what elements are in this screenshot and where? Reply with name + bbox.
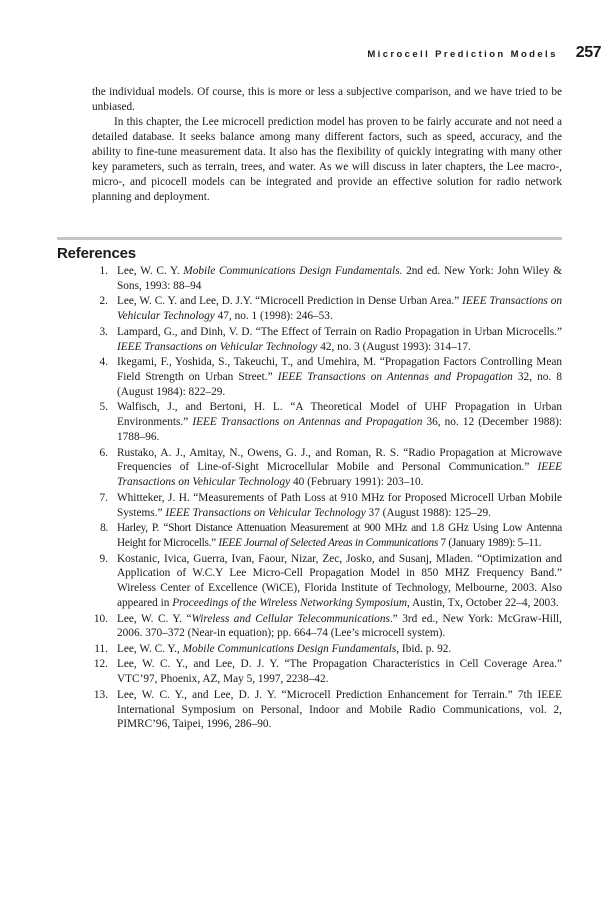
reference-text: Lee, W. C. Y., and Lee, D. J. Y. “The Propagation Characteristics in Cell Coverage Area.” VTC’97, Phoenix, AZ, May 5, 1997, 2238–42. — [117, 658, 562, 686]
reference-text: Whitteker, J. H. “Measurements of Path Loss at 910 MHz for Proposed Microcell Urban Mobile Systems.” — [117, 491, 562, 519]
page-number: 257 — [575, 44, 601, 61]
reference-number: 4. — [99, 356, 108, 369]
reference-title: IEEE Transactions on Vehicular Technology — [117, 340, 318, 353]
reference-number: 3. — [99, 325, 108, 338]
reference-text: Lee, W. C. Y. — [117, 265, 184, 277]
body-text — [92, 85, 562, 205]
reference-details: 47, no. 1 (1998): 246–53. — [214, 310, 333, 323]
reference-item — [92, 552, 562, 611]
references-list — [92, 264, 562, 733]
reference-text: Ikegami, F., Yoshida, S., Takeuchi, T., and Umehira, M. “Propagation Factors Controlling Mean Field Strength on Urban Street.” — [117, 356, 562, 383]
section-divider — [57, 237, 562, 240]
reference-details: , Austin, Tx, October 22–4, 2003. — [407, 596, 559, 609]
reference-title: IEEE Transactions on Vehicular Technology — [165, 506, 366, 519]
paragraph-continuation: the individual models. Of course, this is more or less a subjective comparison, and we have tried to be unbiased. — [92, 86, 562, 113]
reference-number: 10. — [93, 612, 108, 625]
reference-details: 32, no. 8 (August 1984): 822–29. — [117, 370, 562, 398]
reference-text: Lee, W. C. Y., and Lee, D. J. Y. “Microcell Prediction Enhancement for Terrain.” 7th IEEE International Symposium on Personal, Indoor and Mobile Radio Communications, vol. 2, PIMRC’96, Taipei, 1996, 286–90. — [117, 688, 562, 731]
reference-details: 36, no. 12 (December 1988): 1788–96. — [117, 416, 562, 443]
reference-number: 9. — [99, 552, 108, 565]
reference-text: Walfisch, J., and Bertoni, H. L. “A Theoretical Model of UHF Propagation in Urban Environments.” — [117, 401, 562, 429]
reference-item — [92, 400, 562, 444]
reference-item — [92, 657, 562, 687]
reference-title: Wireless and Cellular Telecommunications — [191, 612, 390, 625]
running-header — [0, 44, 601, 62]
reference-item — [92, 446, 562, 490]
reference-text: Lampard, G., and Dinh, V. D. “The Effect of Terrain on Radio Propagation in Urban Microcells.” — [117, 325, 562, 338]
reference-title: IEEE Journal of Selected Areas in Communications — [218, 536, 439, 549]
reference-title: IEEE Transactions on Antennas and Propagation — [192, 416, 423, 429]
reference-text: Kostanic, Ivica, Guerra, Ivan, Faour, Nizar, Zec, Josko, and Susanj, Mladen. “Optimization and Application of W.C.Y Lee Micro-Cell Propagation Model in 850 MHZ Frequency Band.” Wireless Center of Excellence (WiCE), Florida Institute of Technology, Melbourne, 2003. Also appeared in — [117, 552, 562, 609]
reference-item — [92, 688, 562, 732]
reference-item — [92, 642, 562, 657]
reference-title: Mobile Communications Design Fundamentals. — [183, 265, 403, 277]
reference-number: 13. — [93, 688, 108, 701]
reference-text: Harley, P. “Short Distance Attenuation Measurement at 900 MHz and 1.8 GHz Using Low Antenna Height for Microcells.” — [117, 522, 562, 549]
reference-details: .” 3rd ed., New York: McGraw-Hill, 2006. 370–372 (Near-in equation); pp. 664–74 (Lee’s microcell system). — [117, 612, 562, 640]
reference-title: IEEE Transactions on Vehicular Technology — [117, 295, 562, 323]
reference-number: 6. — [99, 446, 108, 459]
reference-text: Lee, W. C. Y. “ — [117, 612, 192, 625]
references-heading: References — [57, 245, 136, 262]
reference-item — [92, 294, 562, 324]
reference-number: 12. — [93, 658, 108, 671]
reference-number: 8. — [100, 522, 108, 535]
reference-number: 1. — [99, 265, 108, 277]
reference-title: IEEE Transactions on Vehicular Technology — [117, 461, 562, 489]
reference-title: IEEE Transactions on Antennas and Propagation — [277, 370, 513, 383]
reference-details: 7 (January 1989): 5–11. — [438, 536, 542, 549]
reference-item — [92, 325, 562, 355]
reference-text: Lee, W. C. Y., — [117, 642, 183, 655]
reference-text: Lee, W. C. Y. and Lee, D. J.Y. “Microcell Prediction in Dense Urban Area.” — [117, 295, 463, 308]
reference-details: 42, no. 3 (August 1993): 314–17. — [317, 340, 471, 353]
reference-number: 5. — [99, 401, 108, 414]
reference-title: Proceedings of the Wireless Networking Symposium — [172, 596, 407, 609]
reference-text: Rustako, A. J., Amitay, N., Owens, G. J., and Roman, R. S. “Radio Propagation at Microwave Frequencies of Line-of-Sight Microcellular Mobile and Personal Communication.” — [117, 446, 562, 474]
reference-details: 37 (August 1988): 125–29. — [365, 506, 491, 519]
reference-details: 2nd ed. New York: John Wiley & Sons, 1993: 88–94 — [117, 265, 562, 292]
running-title: Microcell Prediction Models — [367, 49, 558, 60]
reference-number: 2. — [99, 295, 108, 308]
reference-title: Mobile Communications Design Fundamentals — [182, 642, 397, 655]
reference-number: 7. — [99, 491, 108, 504]
reference-item — [92, 355, 562, 399]
reference-details: 40 (February 1991): 203–10. — [290, 476, 424, 489]
reference-item — [92, 491, 562, 521]
reference-details: , Ibid. p. 92. — [396, 642, 452, 655]
reference-item — [92, 264, 562, 294]
reference-number: 11. — [94, 642, 108, 655]
reference-item — [92, 521, 562, 551]
paragraph-summary: In this chapter, the Lee microcell prediction model has proven to be fairly accurate and not need a detailed database. It seeks balance among many different factors, such as speed, accuracy, and the ability to fine-tune measurement data. It also has the flexibility of quickly integrating with many other key parameters, such as terrain, trees, and water. As we will discuss in later chapters, the Lee macro-, micro-, and picocell models can be integrated and provide an effective solution for radio network planning and deployment. — [92, 116, 562, 203]
reference-item — [92, 612, 562, 642]
